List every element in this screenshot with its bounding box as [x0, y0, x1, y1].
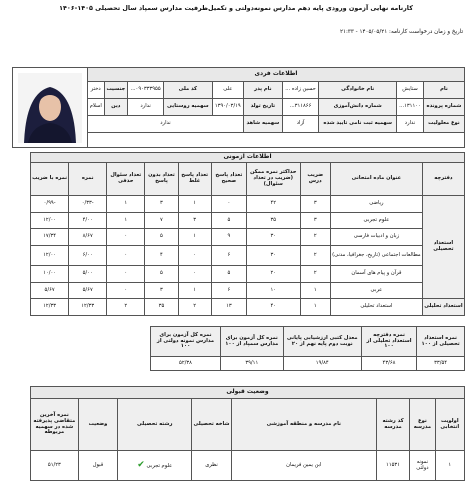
- table-row: [31, 299, 465, 316]
- cell-weighted: ۱۲/۰۰: [31, 245, 69, 266]
- cell-blank: ۷: [145, 212, 178, 229]
- col-subject: عنوان ماده امتحانی: [330, 163, 422, 196]
- adm-branch: نظری: [192, 451, 232, 481]
- cell-coef: ۳: [300, 212, 330, 229]
- cell-correct: ۶: [211, 282, 246, 299]
- value-national-code: ۰۹۰۳۳۳۹۵۵...: [128, 82, 164, 99]
- cell-blank: ۳: [145, 196, 178, 213]
- personal-info-table: [12, 67, 465, 148]
- label-rural-quota: سهمیه روستایی: [164, 99, 213, 116]
- col-correct: تعداد پاسخ صحیح: [211, 163, 246, 196]
- cell-subject: عربی: [330, 282, 422, 299]
- cell-subject: زبان و ادبیات فارسی: [330, 229, 422, 246]
- exam-info-table: [30, 152, 465, 316]
- adm-last-score: ۵۱/۲۳: [31, 451, 79, 481]
- cell-deleted: ۰: [107, 229, 145, 246]
- label-file-no: شماره پرونده: [423, 99, 464, 116]
- cell-weighted: ۱۷/۳۴: [31, 229, 69, 246]
- summary-col-sampad: نمره کل آزمون برای مدارس سمپاد از ۱۰۰: [220, 327, 283, 357]
- cell-deleted: ۰: [107, 282, 145, 299]
- col-max: حداکثر نمره ممکن (ضریب در تعداد سئوال): [246, 163, 300, 196]
- cell-wrong: ۱: [178, 229, 211, 246]
- summary-col-gpa: معدل کتبی ارزشیابی پایانی نوبت دوم پایه نهم از ۲۰: [283, 327, 361, 357]
- cell-deleted: ۱: [107, 196, 145, 213]
- cell-weighted: ۱۲/۰۰: [31, 212, 69, 229]
- cell-subject: ریاضی: [330, 196, 422, 213]
- summary-col-talent-edu: نمره استعداد تحصیلی از ۱۰۰: [417, 327, 465, 357]
- summary-value-gpa: ۱۹/۸۴: [283, 357, 361, 371]
- cell-deleted: ۲: [107, 299, 145, 316]
- value-file-no: ۱۳۱۱۰۰...: [397, 99, 424, 116]
- value-rural-quota: ندارد: [128, 99, 164, 116]
- table-row: [31, 196, 465, 213]
- adm-col-field: رشته تحصیلی: [118, 399, 192, 451]
- table-row: [31, 212, 465, 229]
- label-religion: دین: [104, 99, 128, 116]
- adm-col-type: نوع مدرسه: [410, 399, 435, 451]
- cell-correct: ۹: [211, 229, 246, 246]
- value-student-no: ۳۱۱۸۶۶...: [282, 99, 319, 116]
- adm-type: نمونه دولتی: [410, 451, 435, 481]
- label-student-no: شماره دانش‌آموزی: [319, 99, 397, 116]
- summary-value-nemuneh: ۵۲/۳۸: [151, 357, 221, 371]
- table-row: [31, 282, 465, 299]
- cell-coef: ۱: [300, 282, 330, 299]
- cell-max: ۴۰: [246, 299, 300, 316]
- col-booklet: دفترچه: [422, 163, 464, 196]
- cell-score: ۸/۶۷: [69, 229, 107, 246]
- cell-subject: استعداد تحلیلی: [330, 299, 422, 316]
- adm-code: ۱۱۵۳۱: [376, 451, 409, 481]
- cell-coef: ۲: [300, 245, 330, 266]
- admission-section-title: وضعیت قبولی: [31, 387, 465, 399]
- value-quota-registered: آزاد: [282, 116, 319, 133]
- cell-blank: ۳۵: [145, 299, 178, 316]
- adm-col-school: نام مدرسه و منطقه آموزشی: [231, 399, 376, 451]
- col-deleted: تعداد سئوال حذفی: [107, 163, 145, 196]
- cell-correct: ۰: [211, 196, 246, 213]
- cell-max: ۳۰: [246, 245, 300, 266]
- value-surname: حسین زاده ...: [282, 82, 319, 99]
- student-photo: [13, 68, 88, 148]
- cell-correct: ۱۳: [211, 299, 246, 316]
- col-wrong: تعداد پاسخ غلط: [178, 163, 211, 196]
- cell-weighted: ۵/۶۷: [31, 282, 69, 299]
- cell-blank: ۵: [145, 266, 178, 283]
- adm-col-branch: شاخه تحصیلی: [192, 399, 232, 451]
- cell-coef: ۱: [300, 299, 330, 316]
- adm-col-priority: اولویت انتخابی: [435, 399, 464, 451]
- label-national-code: کد ملی: [164, 82, 213, 99]
- cell-deleted: ۱: [107, 212, 145, 229]
- cell-wrong: ۰: [178, 266, 211, 283]
- cell-subject: قرآن و پیام های آسمان: [330, 266, 422, 283]
- cell-deleted: ۰: [107, 245, 145, 266]
- cell-blank: ۴: [145, 245, 178, 266]
- cell-subject: علوم تجربی: [330, 212, 422, 229]
- summary-value-sampad: ۳۹/۱۱: [220, 357, 283, 371]
- col-blank: تعداد بدون پاسخ: [145, 163, 178, 196]
- cell-score: ۵/۰۰: [69, 266, 107, 283]
- table-row: [31, 229, 465, 246]
- cell-wrong: ۲: [178, 299, 211, 316]
- avatar: [18, 73, 82, 143]
- request-datetime: تاریخ و زمان درخواست کارنامه: ۱۴۰۵/۰۵/۲۱ - ۲۱:۳۳: [339, 29, 463, 35]
- booklet-name: استعداد تحصیلی: [422, 196, 464, 299]
- cell-wrong: ۰: [178, 245, 211, 266]
- label-shahed-quota: سهمیه شاهد: [243, 116, 282, 133]
- cell-blank: ۵: [145, 229, 178, 246]
- cell-score: ۴/۰۰: [69, 212, 107, 229]
- cell-correct: ۵: [211, 266, 246, 283]
- cell-weighted: ۱۰/۰۰: [31, 266, 69, 283]
- adm-school: ابن یمین فریمان: [231, 451, 376, 481]
- summary-value-talent-edu: ۳۳/۵۴: [417, 357, 465, 371]
- label-quota-registered: سهمیه ثبت نامی تایید شده: [319, 116, 397, 133]
- summary-col-nemuneh: نمره کل آزمون برای مدارس نمونه دولتی از ۱۰۰: [151, 327, 221, 357]
- label-disability: نوع معلولیت: [423, 116, 464, 133]
- cell-coef: ۲: [300, 266, 330, 283]
- cell-correct: ۶: [211, 245, 246, 266]
- cell-wrong: ۳: [178, 212, 211, 229]
- value-name: ستایش: [397, 82, 424, 99]
- cell-coef: ۲: [300, 229, 330, 246]
- adm-col-status: وضعیت: [78, 399, 118, 451]
- cell-wrong: ۱: [178, 196, 211, 213]
- cell-deleted: ۰: [107, 266, 145, 283]
- adm-status: قبول: [78, 451, 118, 481]
- cell-max: ۴۲: [246, 196, 300, 213]
- label-father: نام پدر: [243, 82, 282, 99]
- summary-col-talent-analytic: نمره دفترچه استعداد تحلیلی از ۱۰۰: [361, 327, 416, 357]
- table-row: [31, 266, 465, 283]
- cell-wrong: ۱: [178, 282, 211, 299]
- cell-correct: ۵: [211, 212, 246, 229]
- col-score: نمره: [69, 163, 107, 196]
- summary-value-talent-analytic: ۴۳/۶۸: [361, 357, 416, 371]
- report-title: کارنامه نهایی آزمون ورودی پایه دهم مدارس نمونه‌دولتی و تکمیل‌ظرفیت مدارس سمپاد سال تحصیلی ۱۴۰۵-۱۴۰۶: [59, 4, 413, 12]
- col-weighted: نمره با ضریب: [31, 163, 69, 196]
- value-birth-date: ۱۳۹۰/۰۳/۱۹: [212, 99, 243, 116]
- adm-priority: ۱: [435, 451, 464, 481]
- booklet-talent: استعداد تحلیلی: [422, 299, 464, 316]
- adm-field: علوم تجربی: [146, 463, 173, 470]
- cell-score: ۵/۶۷: [69, 282, 107, 299]
- cell-coef: ۳: [300, 196, 330, 213]
- adm-col-code: کد رشته مدرسه: [376, 399, 409, 451]
- label-birth-date: تاریخ تولد: [243, 99, 282, 116]
- label-surname: نام خانوادگی: [319, 82, 397, 99]
- adm-field-cell: [118, 451, 192, 481]
- label-sex: جنسیت: [104, 82, 128, 99]
- value-shahed-quota: ندارد: [88, 116, 244, 133]
- summary-table: [150, 326, 465, 371]
- personal-section-title: اطلاعات فردی: [88, 68, 465, 82]
- value-religion: اسلام: [88, 99, 105, 116]
- cell-subject: مطالعات اجتماعی (تاریخ، جغرافیا، مدنی): [330, 245, 422, 266]
- value-disability: ندارد: [397, 116, 424, 133]
- adm-col-last-score: نمره آخرین متقاضی پذیرفته شده در سهمیه مربوطه: [31, 399, 79, 451]
- value-father: علی: [212, 82, 243, 99]
- check-icon: ✔: [137, 460, 145, 471]
- cell-weighted: ۱۲/۳۳: [31, 299, 69, 316]
- exam-section-title: اطلاعات آزمونی: [31, 153, 465, 163]
- admission-table: [30, 386, 465, 481]
- cell-max: ۳۵: [246, 212, 300, 229]
- value-sex: دختر: [88, 82, 105, 99]
- table-row: [31, 451, 465, 481]
- cell-score: ۶/۰۰: [69, 245, 107, 266]
- cell-blank: ۳: [145, 282, 178, 299]
- cell-max: ۳۰: [246, 229, 300, 246]
- cell-weighted: -۰/۹۹: [31, 196, 69, 213]
- label-name: نام: [423, 82, 464, 99]
- cell-max: ۱۰: [246, 282, 300, 299]
- cell-score: ۱۲/۳۳: [69, 299, 107, 316]
- cell-score: -۰/۳۳: [69, 196, 107, 213]
- cell-max: ۲۰: [246, 266, 300, 283]
- table-row: [31, 245, 465, 266]
- col-coef: ضریب درس: [300, 163, 330, 196]
